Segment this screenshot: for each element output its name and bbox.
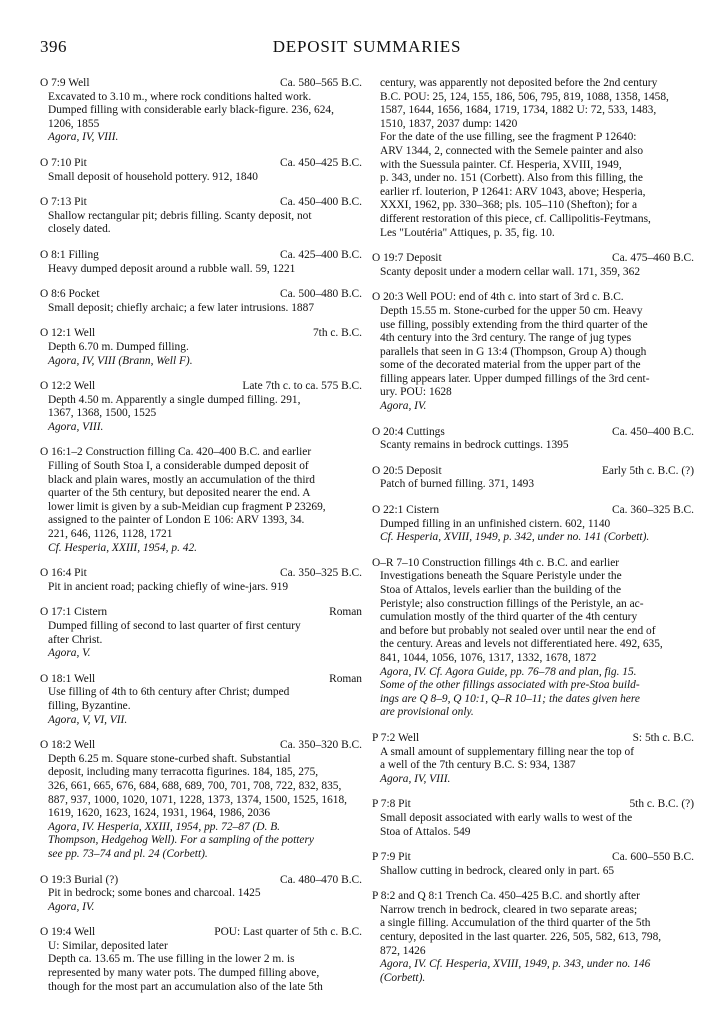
description-line: Stoa of Attalos, levels earlier than the building of the [380, 584, 622, 596]
description-line: after Christ. [48, 633, 103, 646]
description-line: XXXI, 1962, pp. 330–368; pls. 105–110 (Shefton); for a [380, 199, 638, 212]
description-line: Dumped filling in an unfinished cistern. 602, 1140 [380, 517, 611, 530]
description-line: different restoration of this piece, cf. Callipolitis-Feytmans, [380, 212, 651, 225]
running-title: DEPOSIT SUMMARIES [272, 37, 462, 56]
description-line: and before but probably not sealed over until near the end of [380, 624, 656, 637]
description-line: Excavated to 3.10 m., where rock conditions halted work. [48, 90, 312, 103]
description-line: Depth ca. 13.65 m. The use filling in the lower 2 m. is [48, 953, 295, 966]
description-line: Pit in bedrock; some bones and charcoal. 1425 [48, 887, 261, 900]
description-line: black and plain wares, mostly an accumulation of the third [48, 473, 315, 486]
entry-heading [40, 739, 362, 753]
description-line: For the date of the use filling, see the fragment P 12640: [380, 131, 637, 144]
left-column [40, 77, 362, 1006]
deposit-id: O 7:9 Well [40, 77, 90, 89]
description-line: ury. POU: 1628 [380, 386, 452, 399]
reference-line: (Corbett). [380, 971, 426, 984]
entry-heading [372, 557, 694, 571]
right-column [372, 77, 694, 997]
description-line: Scanty remains in bedrock cuttings. 1395 [380, 439, 569, 452]
entry-heading [40, 380, 362, 394]
deposit-entry [40, 196, 362, 237]
reference-line: Agora, VIII. [48, 420, 104, 433]
description-line: Small deposit of household pottery. 912, 1840 [48, 170, 258, 183]
description-line: 841, 1044, 1056, 1076, 1317, 1332, 1678, 1872 [380, 651, 597, 664]
deposit-entry [372, 252, 694, 279]
deposit-id: O 16:1–2 Construction filling Ca. 420–400 B.C. and earlier [40, 446, 312, 459]
entry-heading [40, 249, 362, 263]
entry-heading [40, 874, 362, 888]
deposit-date: Ca. 500–480 B.C. [280, 288, 362, 301]
deposit-id: O 17:1 Cistern [40, 606, 108, 619]
deposit-id: O 19:4 Well [40, 926, 96, 939]
description-line: with the Suessula painter. Cf. Hesperia, XVIII, 1949, [380, 158, 622, 171]
description-line: Depth 4.50 m. Apparently a single dumped filling. 291, [48, 393, 301, 406]
description-line: ARV 1344, 2, connected with the Semele painter and also [380, 144, 644, 157]
reference-line: see pp. 73–74 and pl. 24 (Corbett). [48, 847, 208, 860]
deposit-date: S: 5th c. B.C. [632, 731, 694, 744]
deposit-date: 5th c. B.C. (?) [629, 798, 694, 811]
entry-heading [372, 732, 694, 746]
deposit-entry [40, 157, 362, 184]
deposit-entry [372, 504, 694, 545]
description-line: Peristyle; also construction fillings of the Peristyle, an ac- [380, 597, 644, 610]
deposit-id: O 12:1 Well [40, 327, 96, 340]
description-line: Narrow trench in bedrock, cleared in two separate areas; [380, 903, 638, 916]
entry-heading [40, 446, 362, 460]
description-line: filling, Byzantine. [48, 699, 131, 712]
entry-heading [40, 77, 362, 91]
deposit-id: P 7:2 Well [372, 731, 420, 744]
description-line: 221, 646, 1126, 1128, 1721 [48, 528, 173, 541]
description-line: century, was apparently not deposited before the 2nd century [380, 77, 658, 89]
deposit-date: Ca. 450–400 B.C. [612, 425, 694, 438]
deposit-date: Roman [329, 672, 362, 685]
deposit-entry [372, 557, 694, 720]
description-line: Dumped filling with considerable early black-figure. 236, 624, [48, 104, 334, 117]
description-line: some of the decorated material from the upper part of the [380, 359, 641, 372]
reference-line: Some of the other fillings associated with pre-Stoa build- [380, 679, 640, 692]
entry-heading [40, 327, 362, 341]
entry-heading [40, 288, 362, 302]
description-line: Small deposit; chiefly archaic; a few later intrusions. 1887 [48, 301, 315, 314]
deposit-date: Ca. 580–565 B.C. [280, 77, 362, 89]
description-line: 1510, 1837, 2037 dump: 1420 [380, 117, 518, 130]
deposit-entry [40, 77, 362, 145]
deposit-id: O 19:3 Burial (?) [40, 873, 119, 886]
deposit-entry [372, 890, 694, 985]
deposit-entry [372, 732, 694, 786]
deposit-id: O 16:4 Pit [40, 567, 87, 580]
deposit-id: O 8:6 Pocket [40, 288, 100, 301]
description-line: Dumped filling of second to last quarter of first century [48, 620, 301, 632]
entry-heading [40, 926, 362, 940]
description-line: Heavy dumped deposit around a rubble wall. 59, 1221 [48, 262, 296, 275]
entry-heading [40, 567, 362, 581]
description-line: Pit in ancient road; packing chiefly of wine-jars. 919 [48, 580, 289, 593]
deposit-date: Ca. 450–400 B.C. [280, 196, 362, 209]
page-header [40, 37, 694, 62]
description-line: U: Similar, deposited later [48, 939, 168, 952]
description-line: Patch of burned filling. 371, 1493 [380, 478, 535, 491]
deposit-date: Ca. 360–325 B.C. [612, 504, 694, 517]
reference-line: Agora, IV. Hesperia, XXIII, 1954, pp. 72–87 (D. B. [48, 820, 280, 833]
deposit-entry [372, 426, 694, 453]
description-line: Depth 6.25 m. Square stone-curbed shaft. Substantial [48, 752, 291, 765]
deposit-id: P 7:8 Pit [372, 798, 411, 811]
entry-heading [372, 465, 694, 479]
description-line: quarter of the 5th century, but deposited nearer the end. A [48, 487, 311, 500]
deposit-entry [40, 327, 362, 368]
description-line: Shallow rectangular pit; debris filling. Scanty deposit, not [48, 209, 312, 222]
description-line: assigned to the painter of London E 106: ARV 1393, 34. [48, 514, 305, 527]
deposit-id: P 7:9 Pit [372, 851, 411, 864]
description-line: earlier rf. louterion, P 12641: ARV 1043, above; Hesperia, [380, 185, 646, 198]
description-line: a well of the 7th century B.C. S: 934, 1387 [380, 759, 576, 772]
description-line: 1367, 1368, 1500, 1525 [48, 407, 157, 420]
deposit-id: O 12:2 Well [40, 380, 96, 393]
reference-line: ings are Q 8–9, Q 10:1, Q–R 10–11; the dates given here [380, 692, 640, 705]
description-line: century, deposited in the last quarter. 226, 505, 582, 613, 798, [380, 931, 662, 944]
entry-heading [372, 798, 694, 812]
reference-line: Agora, IV. Cf. Agora Guide, pp. 76–78 and plan, fig. 15. [380, 665, 637, 678]
deposit-date: Late 7th c. to ca. 575 B.C. [242, 380, 362, 393]
deposit-id: O 22:1 Cistern [372, 504, 440, 517]
deposit-date: Ca. 450–425 B.C. [280, 156, 362, 169]
description-line: cumulation mostly of the third quarter of the 4th century [380, 611, 638, 624]
description-line: represented by many water pots. The dumped filling above, [48, 967, 320, 980]
reference-line: Agora, IV, VIII. [48, 131, 119, 144]
page-number: 396 [40, 37, 67, 56]
description-line: p. 343, under no. 151 (Corbett). Also from this filling, the [380, 172, 643, 185]
reference-line: Agora, V. [48, 647, 91, 660]
description-line: Investigations beneath the Square Peristyle under the [380, 570, 622, 583]
description-line: A small amount of supplementary filling near the top of [380, 745, 635, 758]
deposit-date: Ca. 475–460 B.C. [612, 252, 694, 265]
description-line: 326, 661, 665, 676, 684, 688, 689, 700, 701, 708, 722, 832, 835, [48, 779, 342, 792]
description-line: closely dated. [48, 223, 111, 236]
deposit-id: O 7:13 Pit [40, 196, 87, 209]
deposit-date: Ca. 480–470 B.C. [280, 873, 362, 886]
deposit-entry [40, 249, 362, 276]
description-line: Depth 6.70 m. Dumped filling. [48, 340, 189, 353]
entry-heading [372, 252, 694, 266]
deposit-id: O 8:1 Filling [40, 248, 99, 261]
reference-line: Agora, IV. Cf. Hesperia, XVIII, 1949, p. 343, under no. 146 [380, 958, 651, 971]
entry-heading [372, 851, 694, 865]
description-line: the century. Areas and levels not differentiated here. 492, 635, [380, 638, 663, 651]
deposit-date: 7th c. B.C. [312, 327, 362, 340]
description-line: 1587, 1644, 1656, 1684, 1719, 1734, 1882 U: 72, 533, 1483, [380, 104, 657, 117]
entry-heading [372, 426, 694, 440]
reference-line: Agora, IV. [48, 900, 95, 913]
entry-heading [40, 157, 362, 171]
description-line: Depth 15.55 m. Stone-curbed for the upper 50 cm. Heavy [380, 304, 643, 317]
description-line: Scanty deposit under a modern cellar wall. 171, 359, 362 [380, 265, 641, 278]
deposit-id: O 20:5 Deposit [372, 464, 442, 477]
deposit-date: Ca. 425–400 B.C. [280, 248, 362, 261]
description-line: 872, 1426 [380, 944, 426, 957]
deposit-id: O–R 7–10 Construction fillings 4th c. B.C. and earlier [372, 556, 620, 569]
description-line: Stoa of Attalos. 549 [380, 825, 471, 838]
description-line: Filling of South Stoa I, a considerable dumped deposit of [48, 460, 309, 473]
deposit-date: Roman [329, 606, 362, 619]
description-line: Small deposit associated with early walls to west of the [380, 811, 633, 824]
entry-heading [372, 504, 694, 518]
description-line: parallels that seen in G 13:4 (Thompson, Group A) though [380, 345, 647, 358]
description-line: a single filling. Accumulation of the third quarter of the 5th [380, 917, 651, 930]
deposit-id: O 7:10 Pit [40, 156, 87, 169]
deposit-entry [40, 606, 362, 660]
description-line: 1206, 1855 [48, 117, 100, 130]
deposit-id: O 18:1 Well [40, 672, 96, 685]
description-line: 887, 937, 1000, 1020, 1071, 1228, 1373, 1374, 1500, 1525, 1618, [48, 793, 348, 806]
description-line: 4th century into the 3rd century. The range of jug types [380, 332, 632, 345]
deposit-date: Ca. 350–320 B.C. [280, 739, 362, 752]
deposit-entry [40, 446, 362, 555]
deposit-entry [40, 567, 362, 594]
description-line: use filling, possibly extending from the third quarter of the [380, 318, 648, 331]
entry-heading [372, 890, 694, 904]
reference-line: Cf. Hesperia, XVIII, 1949, p. 342, under no. 141 (Corbett). [380, 531, 650, 544]
deposit-date: Ca. 350–325 B.C. [280, 567, 362, 580]
deposit-entry [372, 798, 694, 839]
deposit-id: O 20:3 Well POU: end of 4th c. into start of 3rd c. B.C. [372, 291, 624, 304]
deposit-id: O 20:4 Cuttings [372, 425, 445, 438]
reference-line: Agora, IV, VIII (Brann, Well F). [48, 354, 193, 367]
deposit-entry [372, 77, 694, 240]
deposit-id: O 19:7 Deposit [372, 252, 442, 265]
entry-heading [40, 606, 362, 620]
deposit-entry [40, 874, 362, 915]
deposit-entry [40, 926, 362, 994]
description-line: Shallow cutting in bedrock, cleared only in part. 65 [380, 864, 615, 877]
deposit-entry [372, 465, 694, 492]
deposit-entry [40, 288, 362, 315]
deposit-date: POU: Last quarter of 5th c. B.C. [214, 926, 362, 939]
description-line: Use filling of 4th to 6th century after Christ; dumped [48, 686, 290, 699]
description-line: B.C. POU: 25, 124, 155, 186, 506, 795, 819, 1088, 1358, 1458, [380, 90, 669, 103]
description-line: lower limit is given by a sub-Meidian cup fragment P 23269, [48, 500, 326, 513]
deposit-entry [372, 291, 694, 413]
reference-line: Agora, V, VI, VII. [48, 713, 128, 726]
reference-line: are provisional only. [380, 706, 474, 719]
description-line: Les "Loutéria" Attiques, p. 35, fig. 10. [380, 226, 555, 239]
description-line: deposit, including many terracotta figurines. 184, 185, 275, [48, 766, 319, 779]
description-line: filling appears later. Upper dumped fillings of the 3rd cent- [380, 372, 650, 385]
description-line: though for the most part an accumulation also of the late 5th [48, 980, 323, 993]
reference-line: Cf. Hesperia, XXIII, 1954, p. 42. [48, 541, 198, 554]
entry-heading [372, 291, 694, 305]
deposit-id: O 18:2 Well [40, 739, 96, 752]
reference-line: Agora, IV. [380, 400, 427, 413]
entry-heading [40, 673, 362, 687]
deposit-id: P 8:2 and Q 8:1 Trench Ca. 450–425 B.C. and shortly after [372, 890, 640, 903]
deposit-entry [372, 851, 694, 878]
reference-line: Thompson, Hedgehog Well). For a sampling of the pottery [48, 834, 314, 847]
deposit-date: Early 5th c. B.C. (?) [601, 464, 694, 477]
description-line: 1619, 1620, 1623, 1624, 1931, 1964, 1986, 2036 [48, 807, 271, 820]
deposit-entry [40, 673, 362, 727]
reference-line: Agora, IV, VIII. [380, 772, 451, 785]
entry-heading [40, 196, 362, 210]
deposit-date: Ca. 600–550 B.C. [612, 851, 694, 864]
deposit-entry [40, 739, 362, 861]
deposit-entry [40, 380, 362, 434]
